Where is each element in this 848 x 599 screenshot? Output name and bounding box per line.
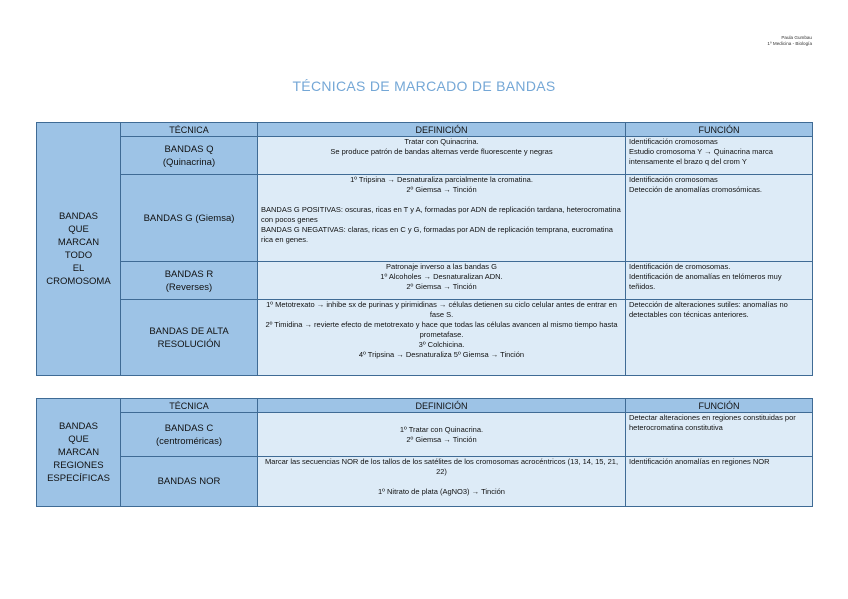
- tecnica-bandas-alta-resolucion: BANDAS DE ALTA RESOLUCIÓN: [121, 300, 258, 376]
- funcion-bandas-q: Identificación cromosomas Estudio cromosoma Y → Quinacrina marca intensamente el brazo q del crom Y: [626, 137, 813, 175]
- table-row: [37, 262, 813, 300]
- table-row: [37, 175, 813, 262]
- definicion-bandas-r: Patronaje inverso a las bandas G 1º Alcoholes → Desnaturalizan ADN. 2º Giemsa → Tinción: [258, 262, 626, 300]
- table-all-chromosome-bands: [36, 122, 813, 376]
- definicion-bandas-q: Tratar con Quinacrina. Se produce patrón de bandas alternas verde fluorescente y negras: [258, 137, 626, 175]
- table-row: [37, 300, 813, 376]
- group-label-all-chromosome: BANDAS QUE MARCAN TODO EL CROMOSOMA: [37, 123, 121, 376]
- funcion-bandas-g: Identificación cromosomas Detección de anomalías cromosómicas.: [626, 175, 813, 262]
- header-definicion: DEFINICIÓN: [258, 123, 626, 137]
- header-tecnica-2: TÉCNICA: [121, 399, 258, 413]
- header-funcion-2: FUNCIÓN: [626, 399, 813, 413]
- table-row: [37, 137, 813, 175]
- funcion-bandas-alta-resolucion: Detección de alteraciones sutiles: anomalías no detectables con técnicas anteriores.: [626, 300, 813, 376]
- table-row: [37, 413, 813, 457]
- header-funcion: FUNCIÓN: [626, 123, 813, 137]
- tecnica-bandas-q: BANDAS Q (Quinacrina): [121, 137, 258, 175]
- table-row: [37, 457, 813, 507]
- header-definicion-2: DEFINICIÓN: [258, 399, 626, 413]
- definicion-bandas-nor: Marcar las secuencias NOR de los tallos de los satélites de los cromosomas acrocéntricos (13, 14, 15, 21, 22) 1º Nitrato de plata (AgNO3) → Tinción: [258, 457, 626, 507]
- definicion-bandas-alta-resolucion: 1º Metotrexato → inhibe sx de purinas y pirimidinas → células detienen su ciclo celular antes de entrar en fase S. 2º Timidina → revierte efecto de metotrexato y hace que todas las células avancen al mismo tiempo hasta prometafase. 3º Colchicina. 4º Tripsina → Desnaturaliza 5º Giemsa → Tinción: [258, 300, 626, 376]
- table-specific-region-bands: [36, 398, 813, 507]
- funcion-bandas-r: Identificación de cromosomas. Identificación de anomalías en telómeros muy teñidos.: [626, 262, 813, 300]
- definicion-bandas-g: 1º Tripsina → Desnaturaliza parcialmente la cromatina. 2º Giemsa → Tinción BANDAS G POSITIVAS: oscuras, ricas en T y A, formadas por ADN de replicación tardana, heterocromatina con pocos genes BANDAS G NEGATIVAS: claras, ricas en C y G, formadas por ADN de replicación temprana, eucromatina rica en genes.: [258, 175, 626, 262]
- author-info: [767, 35, 812, 47]
- page-title: TÉCNICAS DE MARCADO DE BANDAS: [292, 78, 556, 94]
- author-course: 1º Medicina - Biología: [767, 41, 812, 46]
- tecnica-bandas-g: BANDAS G (Giemsa): [121, 175, 258, 262]
- funcion-bandas-c: Detectar alteraciones en regiones constituidas por heterocromatina constitutiva: [626, 413, 813, 457]
- tecnica-bandas-r: BANDAS R (Reverses): [121, 262, 258, 300]
- definicion-bandas-c: 1º Tratar con Quinacrina. 2º Giemsa → Tinción: [258, 413, 626, 457]
- tecnica-bandas-c: BANDAS C (centroméricas): [121, 413, 258, 457]
- author-name: Paula Gumbau: [781, 35, 812, 40]
- funcion-bandas-nor: Identificación anomalías en regiones NOR: [626, 457, 813, 507]
- header-tecnica: TÉCNICA: [121, 123, 258, 137]
- group-label-specific-regions: BANDAS QUE MARCAN REGIONES ESPECÍFICAS: [37, 399, 121, 507]
- tecnica-bandas-nor: BANDAS NOR: [121, 457, 258, 507]
